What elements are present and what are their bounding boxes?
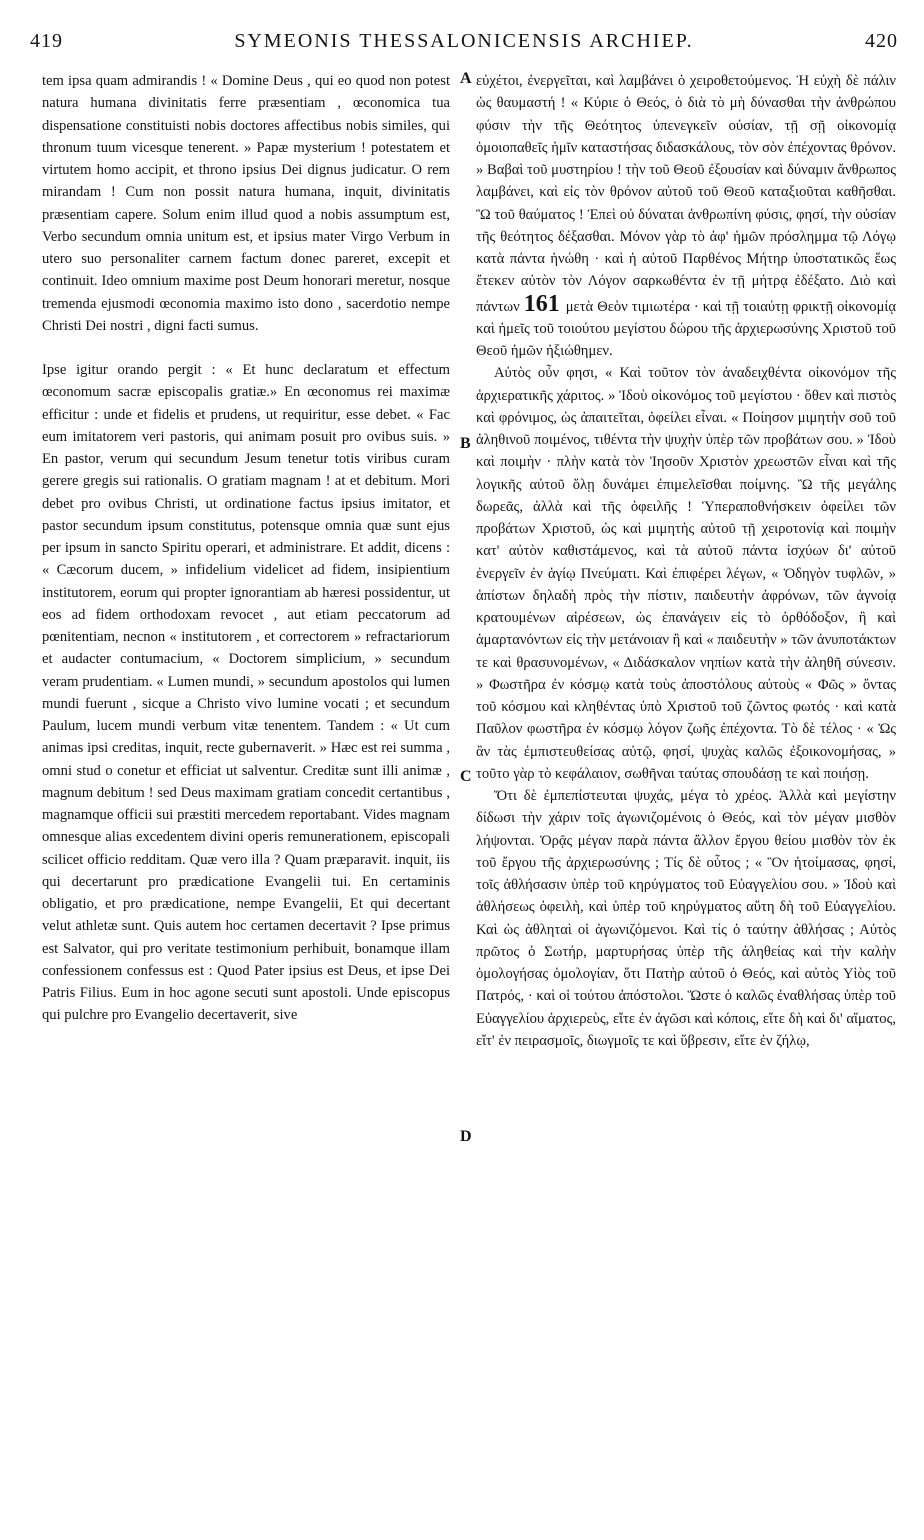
greek-column — [476, 70, 896, 1052]
greek-paragraph-3: Ὅτι δὲ ἐμπεπίστευται ψυχάς, μέγα τὸ χρέος. Ἀλλὰ καὶ μεγίστην δίδωσι τὴν χάριν τοῖς ἀγωνιζομένοις ὁ Θεός, καὶ τὸν μέγαν μισθὸν λήψονται. Ὁρᾷς μέγαν παρὰ πάντα ἄλλον ἔργου θείου μισθὸν τὸν ἐκ τοῦ ἔργου τῆς ἀρχιερωσύνης ; Τίς δὲ οὗτος ; « Ὃν ἡτοίμασας, φησί, τοῖς ἀθλήσασιν ὑπὲρ τοῦ κηρύγματος τοῦ Εὐαγγελίου σου. » Ἰδοὺ καὶ ἀθλήσεως ὀφειλὴ, καὶ ὑπὲρ τοῦ κηρύγματος αὕτη δὴ τοῦ Εὐαγγελίου. Καὶ ὡς ἀθληταὶ οἱ ἀγωνιζόμενοι. Καὶ τίς ὁ ταύτην ἀθλήσας ; Αὐτὸς πρῶτος ὁ Σωτήρ, μαρτυρήσας ὑπὲρ τῆς ἀληθείας καὶ τὴν καλὴν ὁμολογήσας ὁμολογίαν, ὅτι Πατὴρ αὐτοῦ ὁ Θεός, καὶ αὐτὸς Υἱὸς τοῦ Πατρός, · καὶ οἱ τούτου ἀπόστολοι. Ὥστε ὁ καλῶς ἐναθλήσας ὑπὲρ τοῦ Εὐαγγελίου ἀρχιερεὺς, εἴτε ἐν ἀγῶσι καὶ κόποις, εἴτε δὴ καὶ δι' αἵματος, εἴτ' ἐν πειρασμοῖς, διωγμοῖς τε καὶ ὕβρεσιν, εἴτε ἐν ζήλῳ, — [476, 788, 896, 1049]
margin-letter-a: A — [460, 70, 472, 87]
greek-paragraph-1 — [476, 70, 896, 362]
greek-paragraph-2: Αὐτὸς οὖν φησι, « Καὶ τοῦτον τὸν ἀναδειχθέντα οἰκονόμον τῆς ἀρχιερατικῆς χάριτος. » Ἰδοὺ οἰκονόμος τοῦ μεγίστου · ὅθεν καὶ πιστὸς καὶ φρόνιμος, ὡς ἀπαιτεῖται, ὀφείλει εἶναι. « Ποίησον μιμητὴν σοῦ τοῦ ἀληθινοῦ ποιμένος, τιθέντα τὴν ψυχὴν ὑπὲρ τῶν προβάτων σου. » Ἰδοὺ καὶ ποιμὴν · πλὴν κατὰ τὸν Ἰησοῦν Χριστὸν χρεωστῶν εἶναι καὶ τῆς λογικῆς αὐτοῦ ὅλῃ δυνάμει ἐπιμελεῖσθαι ποίμνης. Ὢ τῆς μεγάλης δωρεᾶς, ἀλλὰ καὶ τῆς ὀφειλῆς ! Ὑπεραποθνήσκειν ὀφείλει τῶν προβάτων Χριστοῦ, ὡς καὶ μιμητὴς αὐτοῦ τῇ χειροτονίᾳ καὶ ποιμὴν κατ' αὐτὸν καθιστάμενος, καὶ τὰ αὐτοῦ πάντα ἰσχύων δι' αὐτοῦ ἐνεργεῖν ἐν ἁγίῳ Πνεύματι. Καὶ ἐπιφέρει λέγων, « Ὁδηγὸν τυφλῶν, » ἀπίστων δηλαδὴ πρὸς τὴν πίστιν, παιδευτὴν ἀφρόνων, τῶν ἀγνοίᾳ κρατουμένων αἱρέσεων, ὡς ἐπανάγειν εἰς τὸ ὀρθόδοξον, ἢ καὶ ἁμαρτανόντων εἰς τὴν μετάνοιαν ἢ καὶ « παιδευτὴν » τῶν ἀνυποτάκτων τε καὶ θρασυνομένων, « Διδάσκαλον νηπίων κατὰ τὴν ἀληθῆ σύνεσιν. » Φωστῆρα ἐν κόσμῳ κατὰ τοὺς ἀποστόλους αὐτοὺς « Φῶς » ὄντας τοῦ κόσμου καὶ κληθέντας ὑπὸ Χριστοῦ τοῦ ζῶντος φωτός · καὶ κατὰ Παῦλον φωστῆρα ἐν κόσμῳ λόγον ζωῆς ἐπέχοντα. Τὸ δὲ τέλος · « Ὡς ἂν τὰς ἐμπιστευθείσας αὐτῷ, φησί, ψυχὰς καλῶς ἐξοικονομήσας, » τοῦτο γὰρ τὸ κεφάλαιον, σωθῆναι ταύτας σπουδάσῃ τε καὶ ποιήσῃ. — [476, 365, 896, 782]
running-title: SYMEONIS THESSALONICENSIS ARCHIEP. — [234, 30, 694, 52]
column-number: 161 — [523, 290, 560, 317]
greek-paragraph-1-text: εὐχέτοι, ἐνεργεῖται, καὶ λαμβάνει ὁ χειροθετούμενος. Ἡ εὐχὴ δὲ πάλιν ὡς θαυμαστή ! « Κύριε ὁ Θεός, ὁ διὰ τὸ μὴ δύνασθαι τὴν ἀνθρώπου φύσιν τὴν τῆς Θεότητος ὑπενεγκεῖν οὐσίαν, τῇ σῇ οἰκονομίᾳ ὁμοιοπαθεῖς ἡμῖν καταστήσας διδασκάλους, τὸν σὸν ἐπέχοντας θρόνον. » Βαβαὶ τοῦ μυστηρίου ! τὴν τοῦ Θεοῦ ἐξουσίαν καὶ δύναμιν ἄνθρωπος λαμβάνει, καὶ εἰς τὸν θρόνον αὐτοῦ τοῦ Θεοῦ καταξιοῦται καθῆσθαι. Ὢ τοῦ θαύματος ! Ἐπεὶ οὐ δύναται ἀνθρωπίνη φύσις, φησί, τὴν οὐσίαν τῆς θεότητος δέξασθαι. Μόνον γὰρ τὸ ἀφ' ἡμῶν πρόσλημμα τῷ Λόγῳ κατὰ πάντα ἡνώθη · καὶ ἡ αὐτοῦ Παρθένος Μήτηρ ὑποστατικῶς ἕως ἔτεκεν αὐτὸν τὸν Λόγον σαρκωθέντα ἐν τῇ μήτρᾳ ἐδέξατο. Διὸ καὶ πάντων — [476, 73, 896, 315]
margin-letter-d: D — [460, 1128, 472, 1145]
margin-letter-b: B — [460, 435, 471, 452]
page-number-right: 420 — [865, 30, 898, 52]
margin-letter-c: C — [460, 768, 472, 785]
latin-paragraph-1: tem ipsa quam admirandis ! « Domine Deus , qui eo quod non potest natura humana divinitatis ferre præsentiam , œconomica tua dispensatione constituisti nobis doctores affectibus nobis similes, qui thronum tuum vicesque tenerent. » Papæ mysterium ! potestatem et virtutem homo accipit, et throno ipsius Dei dignus judicatur. O rem mirandam ! Cum non possit natura humana, inquit, divinitatis præsentiam capere. Solum enim illud quod a nobis assumptum est, Verbo secundum omnia unitum est, et ipsius mater Virgo Verbum in utero suo personaliter carnem factum donec pareret, excepit et continuit. Ideo omnium maxime post Deum honorari meretur, nosque tremenda ejusmodi œconomia maximo isto dono , sacerdotio nempe Christi Dei nostri , digni facti sumus. — [42, 73, 450, 334]
latin-paragraph-2: Ipse igitur orando pergit : « Et hunc declaratum et effectum œconomum sacræ episcopalis gratiæ.» En œconomus rei maximæ efficitur : unde et fidelis et prudens, ut requiritur, esse debet. « Fac eum imitatorem veri pastoris, qui animam posuit pro ovibus suis. » En pastor, verum qui secundum Jesum tenetur totis viribus curam gerere gregis sui rationalis. O gratiam magnam ! at et debitum. Mori debet pro ovibus Christi, ut ordinatione factus ipsius imitator, et pastor secundum ipsum constitutus, potensque omnia quæ sunt ejus per ipsum in sancto Spiritu operari, et administrare. Et addit, dicens : « Cæcorum ducem, » infidelium videlicet ad fidem, insipientium institutorem, eorum qui propter ignorantiam ab hæresi possidentur, ut eos ad fidem orthodoxam revocet , aut etiam peccatorum ad pœnitentiam, necnon « institutorem , et correctorem » refractariorum et audacter contumacium, « Doctorem simplicium, » secundum veram prudentiam. « Lumen mundi, » secundum apostolos qui lumen mundi fuerunt , sicque a Christo vivo lumine vocati ; et secundum Paulum, lucem mundi verbum vitæ tenentem. Tandem : « Ut cum animas ipsi creditas, inquit, recte gubernaverit. » Hæc est rei summa , omni stud o conetur et efficiat ut salventur. Creditæ sunt illi animæ , magnum debitum ! sed Deus maximam gratiam concedit certantibus , magnamque officii sui præstiti mercedem reportabant. Vides magnam omnesque alias excedentem divini operis remunerationem, episcopali scilicet officio redditam. Quæ vero illa ? Quam præparavit. inquit, iis qui decertarunt pro prædicatione Evangelii tui. En certaminis obligatio, et pro prædicatione, nempe Evangelii, Et qui decertant velut athletæ sunt. Quis autem hoc certamen decertavit ? Ipse primus est Salvator, qui pro veritate testimonium perhibuit, bonamque illam confessionem confessus est : Quod Pater ipsius est Deus, et ipse Dei Patris Filius. Eum in hoc agone secuti sunt apostoli. Unde episcopus qui pulchre pro Evangelio decertaverit, sive — [42, 362, 450, 1024]
page-header — [30, 30, 898, 70]
greek-paragraph-1-cont: μετὰ Θεὸν τιμιωτέρα · καὶ τῇ τοιαύτῃ φρικτῇ οἰκονομίᾳ καὶ ἡμεῖς τοῦ τοιούτου μεγίστου δώρου τῆς ἀρχιερωσύνης Χριστοῦ τοῦ Θεοῦ ἡμῶν ἠξιώθημεν. — [476, 298, 896, 359]
page-number-left: 419 — [30, 30, 63, 52]
latin-column — [42, 70, 450, 1027]
